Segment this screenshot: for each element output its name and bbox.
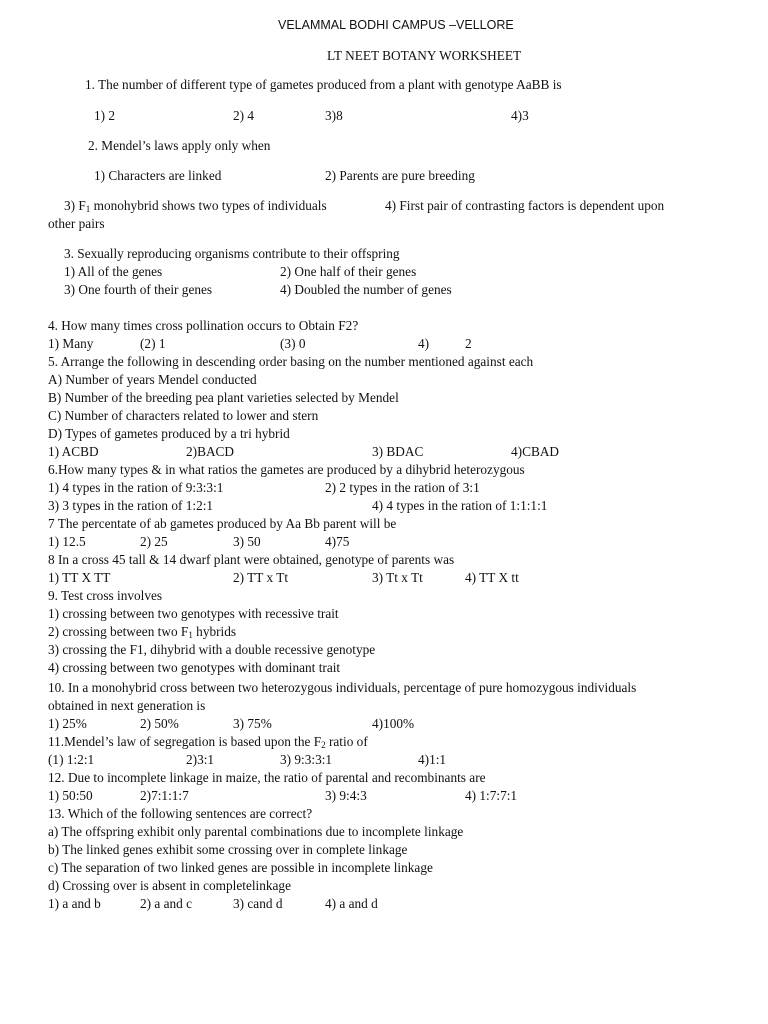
option: 2) a and c [140, 896, 193, 911]
option: 4)1:1 [418, 752, 447, 767]
option: 4) [418, 336, 430, 351]
list-item: b) The linked genes exhibit some crossing over in complete linkage [48, 842, 408, 857]
option: (1) 1:2:1 [48, 752, 95, 767]
worksheet-title: LT NEET BOTANY WORKSHEET [327, 48, 522, 63]
option: 4) Doubled the number of genes [280, 282, 452, 297]
option: 3) BDAC [372, 444, 424, 459]
option: 4) a and d [325, 896, 378, 911]
option: 3) cand d [233, 896, 283, 911]
option: 2) 4 [233, 108, 255, 123]
option: 3) $F_1$ monohybrid shows two types of individuals [64, 198, 327, 214]
question-text: 2. Mendel’s laws apply only when [88, 138, 271, 153]
question-text: 3. Sexually reproducing organisms contribute to their offspring [64, 246, 400, 261]
option: (3) 0 [280, 336, 306, 351]
option: 1) Characters are linked [94, 168, 222, 183]
school-name: VELAMMAL BODHI CAMPUS –VELLORE [278, 18, 514, 32]
question-text: 12. Due to incomplete linkage in maize, the ratio of parental and recombinants are [48, 770, 486, 785]
option: 1) Many [48, 336, 94, 351]
option: 4) crossing between two genotypes with dominant trait [48, 660, 341, 675]
question-text: 13. Which of the following sentences are correct? [48, 806, 313, 821]
option: 1) 50:50 [48, 788, 93, 803]
option: 1) 2 [94, 108, 116, 123]
option: 2)BACD [186, 444, 235, 459]
option: 3) crossing the F1, dihybrid with a double recessive genotype [48, 642, 376, 657]
option: 2) 25 [140, 534, 168, 549]
list-item: d) Crossing over is absent in completelinkage [48, 878, 291, 893]
option: 4)3 [511, 108, 529, 123]
option: 1) a and b [48, 896, 101, 911]
option: 2)3:1 [186, 752, 215, 767]
option: 2) Parents are pure breeding [325, 168, 475, 183]
option: 2) One half of their genes [280, 264, 417, 279]
question-text: 1. The number of different type of gametes produced from a plant with genotype AaBB is [85, 77, 562, 92]
question-text: 5. Arrange the following in descending order basing on the number mentioned against each [48, 354, 534, 369]
option: 3) 9:3:3:1 [280, 752, 333, 767]
question-text: 10. In a monohybrid cross between two heterozygous individuals, percentage of pure homozygous individuals [48, 680, 637, 695]
option: 3) Tt x Tt [372, 570, 423, 585]
option: (2) 1 [140, 336, 166, 351]
question-text-continuation: obtained in next generation is [48, 698, 206, 713]
list-item: C) Number of characters related to lower and stern [48, 408, 319, 423]
question-text: 4. How many times cross pollination occurs to Obtain F2? [48, 318, 359, 333]
option-continuation: other pairs [48, 216, 105, 231]
option: 1) All of the genes [64, 264, 163, 279]
option: 3) 50 [233, 534, 261, 549]
option: 3) 9:4:3 [325, 788, 367, 803]
question-text: 6.How many types & in what ratios the gametes are produced by a dihybrid heterozygous [48, 462, 525, 477]
option: 4)100% [372, 716, 415, 731]
option: 4) TT X tt [465, 570, 519, 585]
option: 1) crossing between two genotypes with recessive trait [48, 606, 339, 621]
question-text: 8 In a cross 45 tall & 14 dwarf plant were obtained, genotype of parents was [48, 552, 455, 567]
option: 2 [465, 336, 472, 351]
list-item: A) Number of years Mendel conducted [48, 372, 257, 387]
option: 4) First pair of contrasting factors is dependent upon [385, 198, 665, 213]
list-item: B) Number of the breeding pea plant varieties selected by Mendel [48, 390, 399, 405]
question-text: 7 The percentate of ab gametes produced by Aa Bb parent will be [48, 516, 397, 531]
list-item: D) Types of gametes produced by a tri hybrid [48, 426, 290, 441]
option: 3) 3 types in the ration of 1:2:1 [48, 498, 214, 513]
option: 4)75 [325, 534, 350, 549]
list-item: a) The offspring exhibit only parental combinations due to incomplete linkage [48, 824, 464, 839]
option: 3) 75% [233, 716, 272, 731]
option: 1) TT X TT [48, 570, 111, 585]
option: 3) One fourth of their genes [64, 282, 213, 297]
option: 4) 4 types in the ration of 1:1:1:1 [372, 498, 548, 513]
option: 1) 25% [48, 716, 87, 731]
option: 2) 50% [140, 716, 179, 731]
option: 2)7:1:1:7 [140, 788, 189, 803]
option: 2) crossing between two $F_1$ hybrids [48, 624, 237, 640]
option: 1) 4 types in the ration of 9:3:3:1 [48, 480, 224, 495]
question-text: 11.Mendel’s law of segregation is based upon the $F_2$ ratio of [48, 734, 368, 750]
option: 1) ACBD [48, 444, 99, 459]
question-text: 9. Test cross involves [48, 588, 163, 603]
option: 3)8 [325, 108, 343, 123]
list-item: c) The separation of two linked genes are possible in incomplete linkage [48, 860, 433, 875]
option: 2) TT x Tt [233, 570, 289, 585]
option: 4)CBAD [511, 444, 560, 459]
option: 2) 2 types in the ration of 3:1 [325, 480, 480, 495]
option: 4) 1:7:7:1 [465, 788, 518, 803]
option: 1) 12.5 [48, 534, 86, 549]
